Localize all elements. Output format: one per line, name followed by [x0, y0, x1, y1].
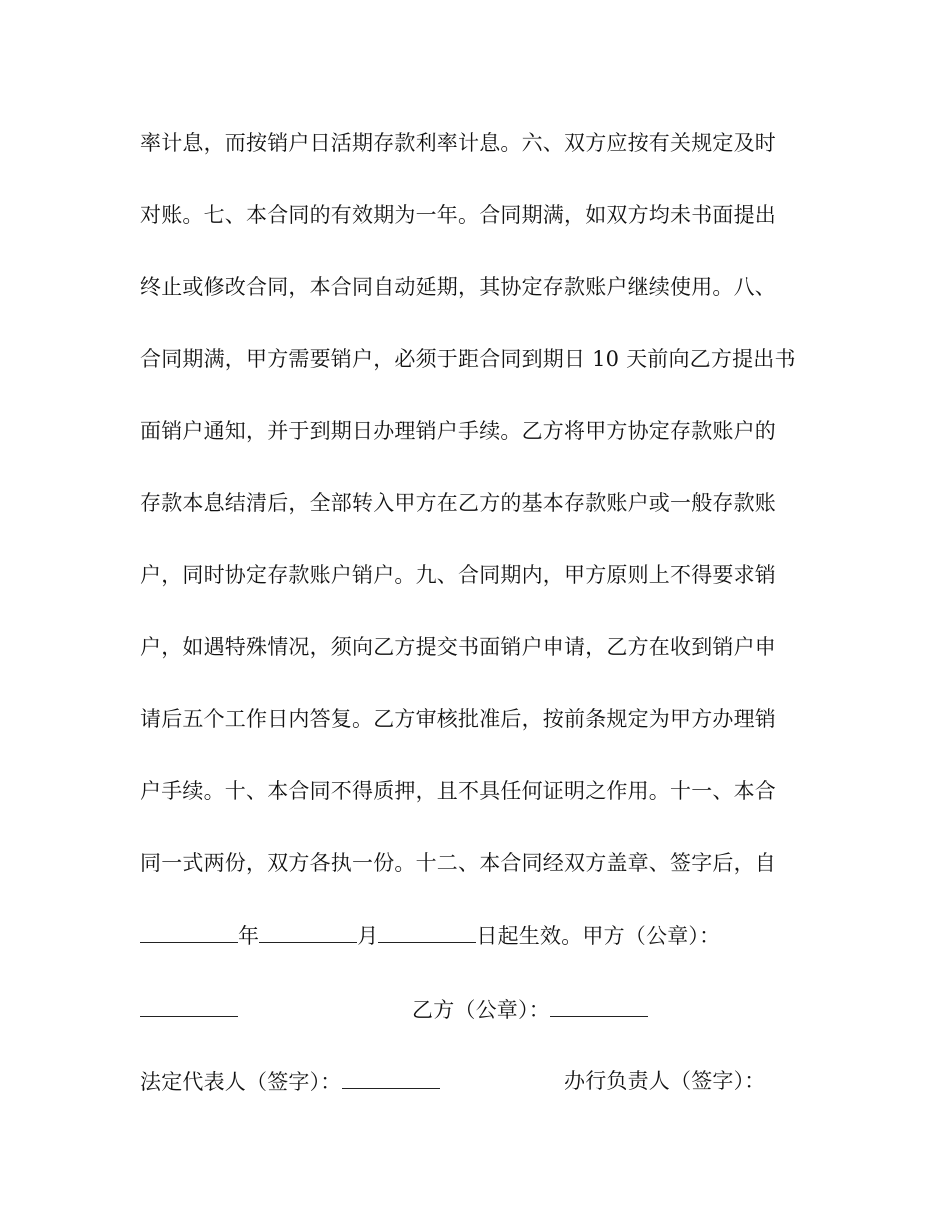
legal-rep-label: 法定代表人（签字）： — [140, 1070, 342, 1094]
text-line-5: 面销户通知，并于到期日办理销户手续。乙方将甲方协定存款账户的 — [140, 419, 776, 443]
party-b-seal-blank[interactable] — [550, 994, 648, 1017]
text-line-11: 同一式两份，双方各执一份。十二、本合同经双方盖章、签字后，自 — [140, 851, 776, 875]
text-line-2: 对账。七、本合同的有效期为一年。合同期满，如双方均未书面提出 — [140, 203, 776, 227]
text-line-4: 合同期满，甲方需要销户，必须于距合同到期日 10 天前向乙方提出书 — [140, 347, 796, 371]
party-b-label: 乙方（公章）： — [412, 998, 550, 1022]
month-blank[interactable] — [259, 920, 357, 943]
text-line-8: 户，如遇特殊情况，须向乙方提交书面销户申请，乙方在收到销户申 — [140, 635, 776, 659]
text-line-10: 户手续。十、本合同不得质押，且不具任何证明之作用。十一、本合 — [140, 779, 776, 803]
text-line-6: 存款本息结清后，全部转入甲方在乙方的基本存款账户或一般存款账 — [140, 491, 776, 515]
party-a-seal-line — [140, 994, 238, 1025]
day-effective-label: 日起生效。甲方（公章）： — [476, 924, 721, 948]
effective-date-line — [140, 920, 820, 951]
legal-rep-line — [140, 1066, 440, 1097]
text-line-7: 户，同时协定存款账户销户。九、合同期内，甲方原则上不得要求销 — [140, 563, 776, 587]
day-blank[interactable] — [378, 920, 476, 943]
text-line-1: 率计息，而按销户日活期存款利率计息。六、双方应按有关规定及时 — [140, 131, 776, 155]
text-line-9: 请后五个工作日内答复。乙方审核批准后，按前条规定为甲方办理销 — [140, 707, 776, 731]
branch-head-label: 办行负责人（签字）： — [564, 1069, 766, 1093]
month-label: 月 — [357, 924, 379, 948]
party-a-seal-blank[interactable] — [140, 994, 238, 1017]
year-blank[interactable] — [140, 920, 238, 943]
branch-head-line — [564, 1066, 766, 1096]
party-b-seal-line — [412, 994, 648, 1025]
legal-rep-blank[interactable] — [342, 1066, 440, 1089]
text-line-3: 终止或修改合同，本合同自动延期，其协定存款账户继续使用。八、 — [140, 275, 776, 299]
year-label: 年 — [238, 924, 260, 948]
